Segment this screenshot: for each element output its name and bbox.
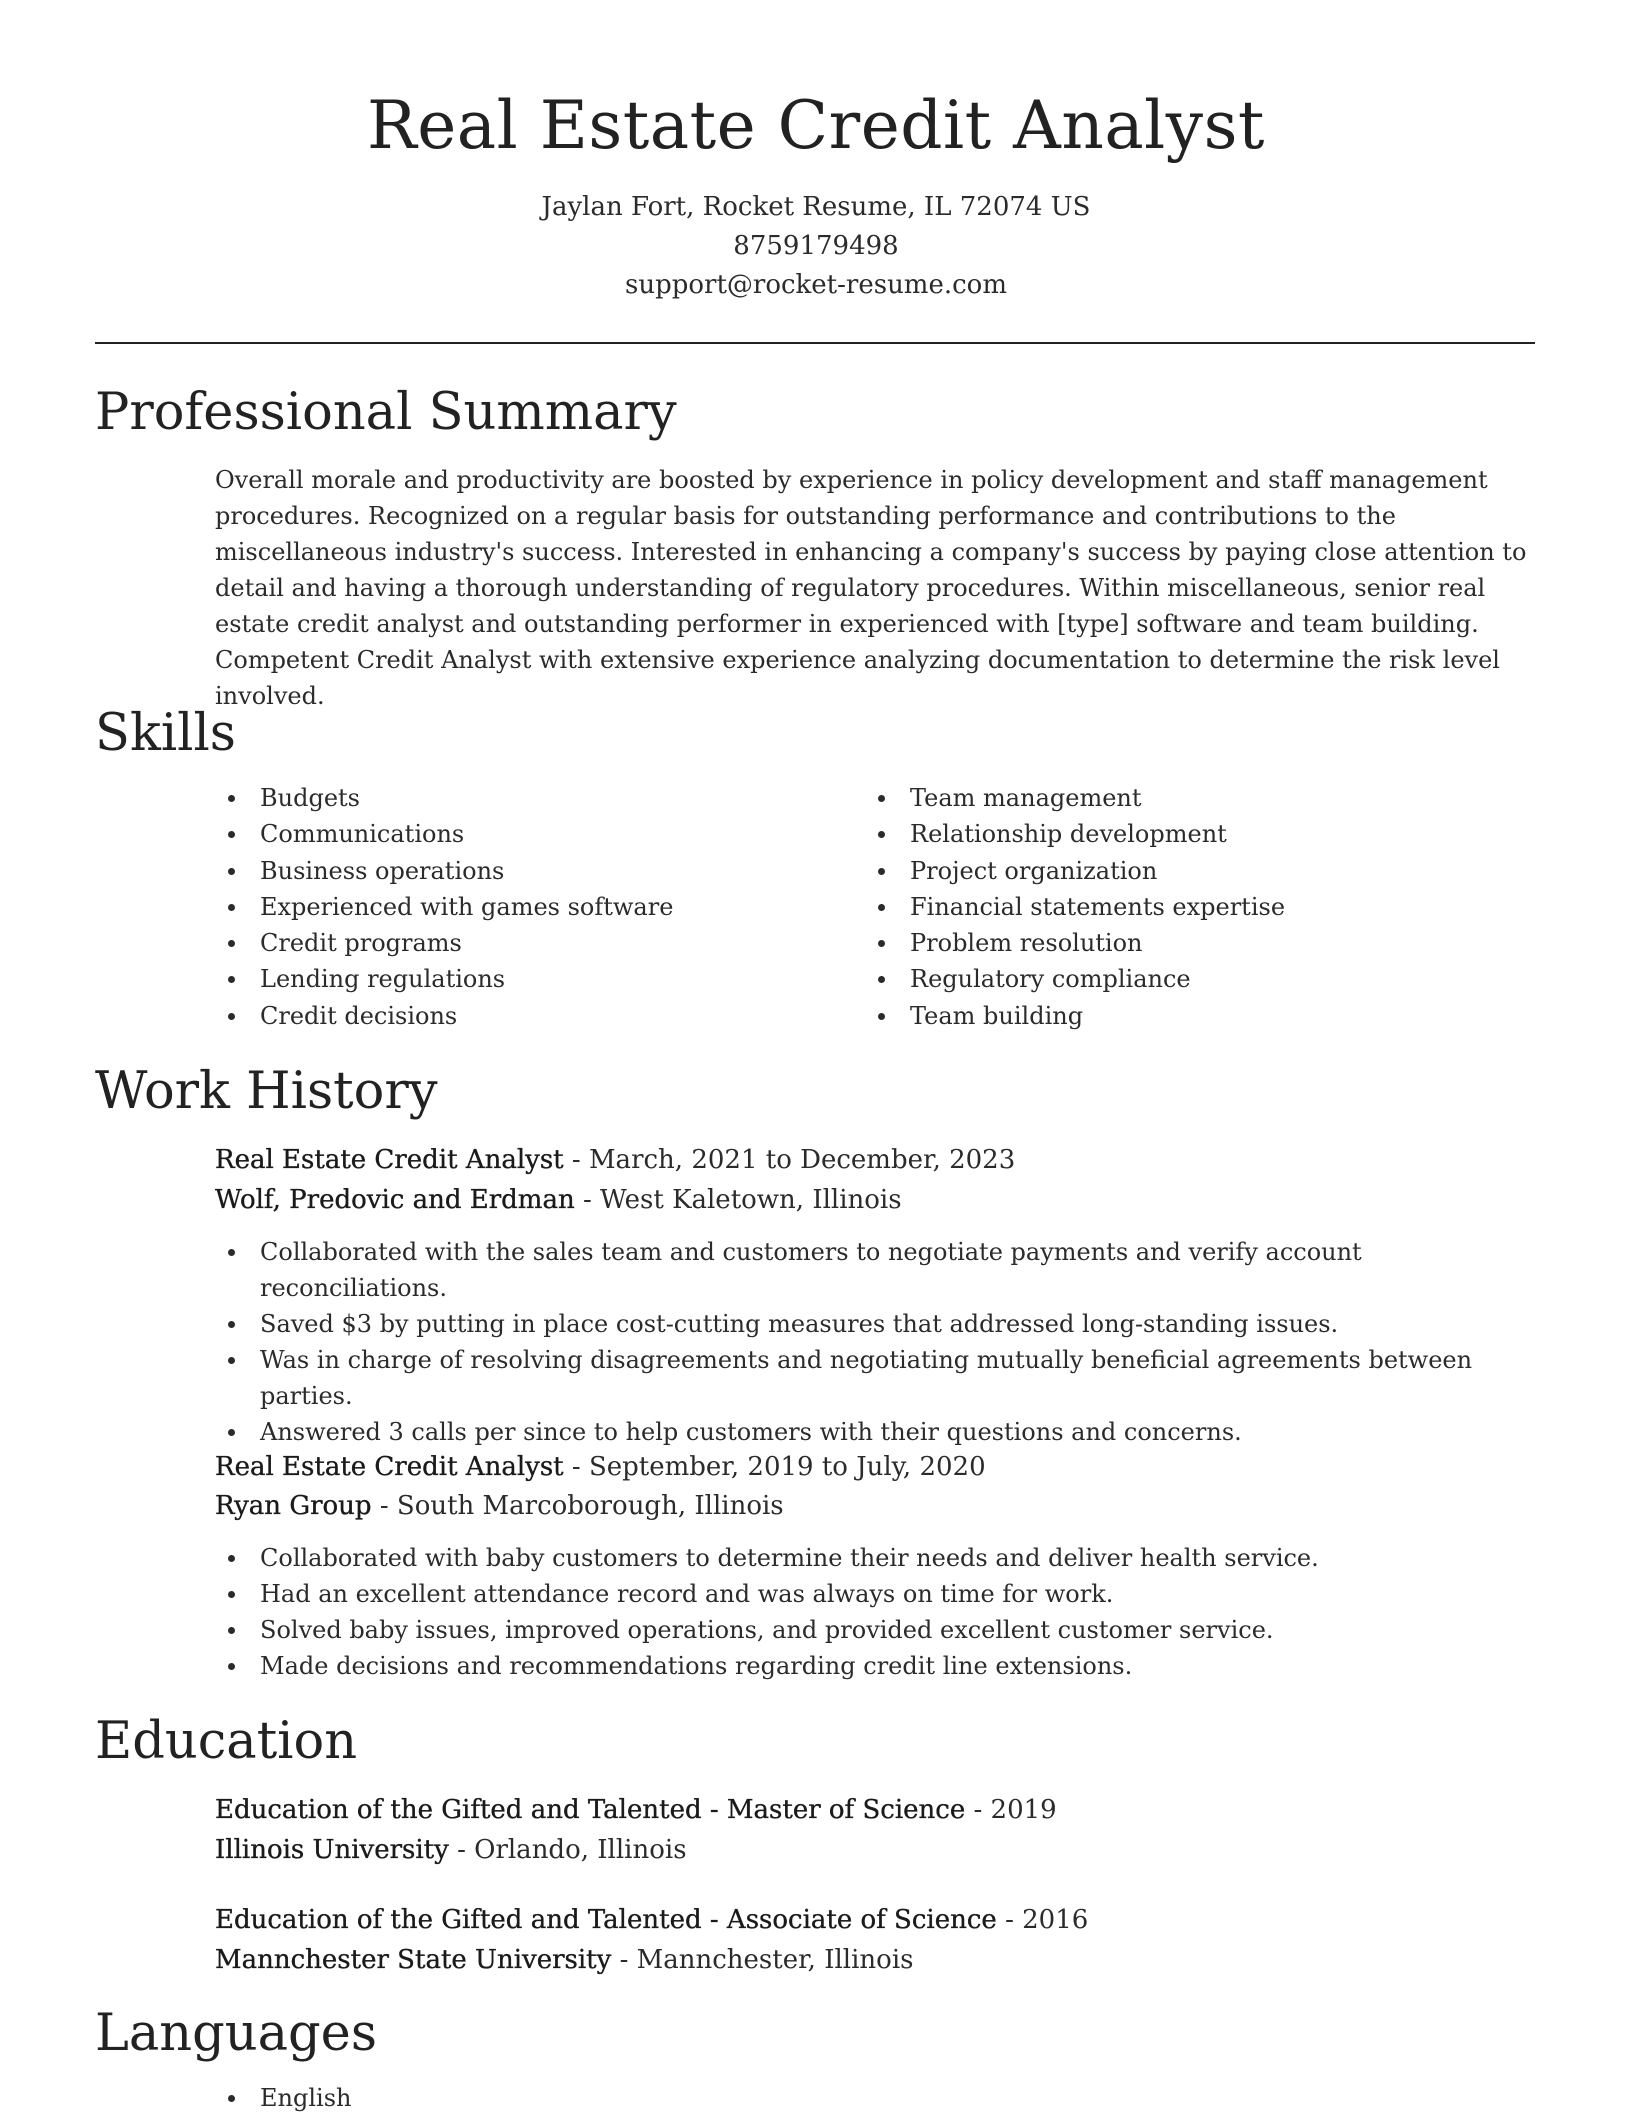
education-field: Education of the Gifted and Talented - Associate of Science bbox=[215, 1905, 997, 1935]
skill-item: Budgets bbox=[215, 780, 835, 816]
skill-item: Team building bbox=[865, 998, 1485, 1034]
contact-info bbox=[0, 188, 1632, 305]
job-bullet: Had an excellent attendance record and was always on time for work. bbox=[215, 1576, 1545, 1612]
job-company-line bbox=[215, 1180, 1545, 1220]
job-bullets bbox=[215, 1540, 1545, 1684]
skill-item: Communications bbox=[215, 816, 835, 852]
education-degree-line bbox=[215, 1900, 1545, 1940]
section-title-skills: Skills bbox=[95, 704, 236, 763]
contact-email: support@rocket-resume.com bbox=[624, 270, 1007, 300]
job-title-line bbox=[215, 1140, 1545, 1180]
skill-item: Credit programs bbox=[215, 925, 835, 961]
skill-item: Financial statements expertise bbox=[865, 889, 1485, 925]
job-company-line bbox=[215, 1486, 1545, 1526]
job-dates: - September, 2019 to July, 2020 bbox=[563, 1452, 986, 1482]
skill-item: Project organization bbox=[865, 853, 1485, 889]
job-bullets bbox=[215, 1234, 1545, 1450]
section-title-languages: Languages bbox=[95, 2004, 378, 2063]
skill-item: Problem resolution bbox=[865, 925, 1485, 961]
skills-list-right bbox=[865, 780, 1485, 1034]
language-item: English bbox=[215, 2080, 1545, 2116]
job-company: Wolf, Predovic and Erdman bbox=[215, 1185, 575, 1215]
job-location: - West Kaletown, Illinois bbox=[574, 1185, 902, 1215]
education-school-line bbox=[215, 1940, 1545, 1980]
education-degree-line bbox=[215, 1790, 1545, 1830]
header-divider bbox=[95, 342, 1535, 344]
job-bullet: Collaborated with baby customers to determine their needs and deliver health service. bbox=[215, 1540, 1545, 1576]
job-bullet: Was in charge of resolving disagreements and negotiating mutually beneficial agreements between parties. bbox=[215, 1342, 1545, 1414]
skill-item: Team management bbox=[865, 780, 1485, 816]
contact-phone: 8759179498 bbox=[733, 231, 899, 261]
education-location: - Orlando, Illinois bbox=[448, 1835, 687, 1865]
job-bullet: Answered 3 calls per since to help customers with their questions and concerns. bbox=[215, 1414, 1545, 1450]
job-bullet: Made decisions and recommendations regarding credit line extensions. bbox=[215, 1648, 1545, 1684]
skill-item: Relationship development bbox=[865, 816, 1485, 852]
section-title-work-history: Work History bbox=[95, 1062, 438, 1121]
job-company: Ryan Group bbox=[215, 1491, 372, 1521]
contact-address: Jaylan Fort, Rocket Resume, IL 72074 US bbox=[541, 192, 1091, 222]
skills-list-left bbox=[215, 780, 835, 1034]
skill-item: Regulatory compliance bbox=[865, 961, 1485, 997]
job-dates: - March, 2021 to December, 2023 bbox=[563, 1145, 1016, 1175]
job-location: - South Marcoborough, Illinois bbox=[371, 1491, 784, 1521]
education-field: Education of the Gifted and Talented - Master of Science bbox=[215, 1795, 966, 1825]
job-bullet: Solved baby issues, improved operations, and provided excellent customer service. bbox=[215, 1612, 1545, 1648]
education-year: - 2016 bbox=[996, 1905, 1089, 1935]
education-school-line bbox=[215, 1830, 1545, 1870]
section-title-education: Education bbox=[95, 1712, 358, 1771]
skill-item: Lending regulations bbox=[215, 961, 835, 997]
job-bullet: Collaborated with the sales team and customers to negotiate payments and verify account reconciliations. bbox=[215, 1234, 1545, 1306]
job-bullet: Saved $3 by putting in place cost-cutting measures that addressed long-standing issues. bbox=[215, 1306, 1545, 1342]
job-role: Real Estate Credit Analyst bbox=[215, 1452, 564, 1482]
job-role: Real Estate Credit Analyst bbox=[215, 1145, 564, 1175]
education-school: Mannchester State University bbox=[215, 1945, 612, 1975]
languages-list bbox=[215, 2080, 1545, 2116]
skill-item: Business operations bbox=[215, 853, 835, 889]
education-school: Illinois University bbox=[215, 1835, 449, 1865]
skill-item: Credit decisions bbox=[215, 998, 835, 1034]
resume-title: Real Estate Credit Analyst bbox=[367, 87, 1265, 164]
skill-item: Experienced with games software bbox=[215, 889, 835, 925]
summary-text: Overall morale and productivity are boosted by experience in policy development and staff management procedures. Recognized on a regular basis for outstanding performance and contributions to the miscellaneous industry's success. Interested in enhancing a company's success by paying close attention to detail and having a thorough understanding of regulatory procedures. Within miscellaneous, senior real estate credit analyst and outstanding performer in experienced with [type] software and team building. Competent Credit Analyst with extensive experience analyzing documentation to determine the risk level involved. bbox=[215, 466, 1527, 710]
section-title-summary: Professional Summary bbox=[95, 383, 677, 442]
education-location: - Mannchester, Illinois bbox=[611, 1945, 914, 1975]
education-year: - 2019 bbox=[965, 1795, 1057, 1825]
job-title-line bbox=[215, 1447, 1545, 1487]
